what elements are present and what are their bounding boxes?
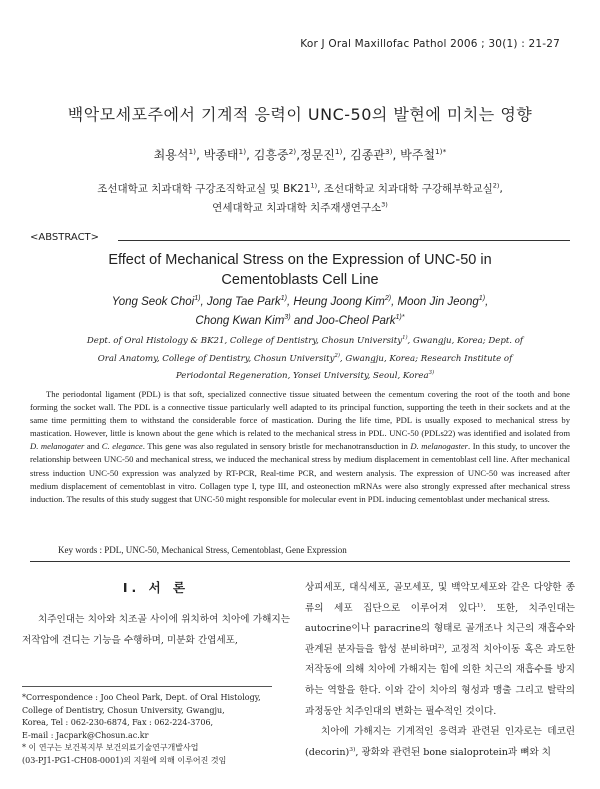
journal-citation: Kor J Oral Maxillofac Pathol 2006 ; 30(1) : 21-27 bbox=[300, 38, 560, 50]
english-title-line: Cementoblasts Cell Line bbox=[221, 272, 379, 288]
kr-author-affil: 1) bbox=[334, 147, 343, 156]
korean-affiliation-line bbox=[0, 200, 600, 215]
en-affiliation-sup: 2) bbox=[334, 352, 340, 359]
kr-author-affil: 1) bbox=[238, 147, 247, 156]
en-author-affil: 1) bbox=[280, 294, 287, 303]
citation-sup: 2) bbox=[437, 642, 445, 650]
footnote-line: *Correspondence : Joo Cheol Park, Dept. of Oral Histology, bbox=[22, 693, 261, 702]
en-author: Chong Kwan Kim bbox=[195, 315, 285, 327]
correspondence-footnote bbox=[22, 692, 292, 768]
korean-authors bbox=[0, 146, 600, 163]
kr-affiliation-text: 연세대학교 치과대학 치주재생연구소 bbox=[212, 202, 382, 214]
species-name: C. elegance bbox=[101, 441, 143, 452]
right-column bbox=[305, 578, 575, 763]
korean-affiliation-line bbox=[0, 181, 600, 196]
kr-author-affil: 3) bbox=[384, 147, 393, 156]
footnote-line: (03-PJ1-PG1-CH08-0001)의 지원에 의해 이루어진 것임 bbox=[22, 755, 227, 765]
en-affiliation-sup: 3) bbox=[428, 370, 435, 377]
citation-sup: 3) bbox=[349, 745, 356, 753]
english-title-line: Effect of Mechanical Stress on the Expression of UNC-50 in bbox=[108, 252, 492, 268]
en-author: Joo-Cheol Park bbox=[316, 315, 396, 327]
keywords-divider bbox=[30, 561, 570, 562]
left-column bbox=[22, 578, 290, 651]
body-text: 상피세포, 대식세포, 골모세포, 및 백악모세포와 같은 다양한 종류의 세포 집단으로 이루어져 있다 bbox=[305, 582, 575, 614]
section-title: I. 서 론 bbox=[122, 580, 190, 595]
kr-author: 최용석 bbox=[153, 148, 189, 162]
body-text: 치아에 가해지는 기계적인 응력과 관련된 인자로는 데코린(decorin) bbox=[305, 726, 575, 758]
keywords: Key words : PDL, UNC-50, Mechanical Stress, Cementoblast, Gene Expression bbox=[58, 545, 347, 555]
kr-affiliation-text: , bbox=[499, 183, 503, 195]
footnote-divider bbox=[22, 686, 272, 687]
footnote-line: College of Dentistry, Chosun University, Gwangju, bbox=[22, 705, 225, 715]
en-affiliation-sup: 1) bbox=[402, 335, 408, 342]
abstract-text: and bbox=[84, 441, 102, 452]
en-author-sep: and bbox=[290, 315, 317, 327]
abstract-text: The periodontal ligament (PDL) is that soft, specialized connective tissue situated between the cementum covering the root of the tooth and bone forming the socket wall. The PDL is a connective tissue particularly well adapted to its principal function, supporting the teeth in their sockets and at the same time permitting them to withstand the considerable force of mastication. During the life time, PDL is usually exposed to mechanical stress by mastication. However, little is known about the gene which is related to the mechanical stress in PDL. UNC-50 (PDLs22) was identified and isolated from bbox=[30, 389, 570, 439]
en-author-affil: 1)* bbox=[395, 313, 405, 322]
body-text: , 교정적 치아이동 혹은 과도한 저작동에 의해 치아에 가해지는 힘에 의한 치근의 재흡수를 방지하는 역할을 한다. 이와 같이 치아의 형성과 맹출 그리고 탈락의 과정동안 치주인대의 변화는 필수적인 것이다. bbox=[305, 643, 575, 717]
body-paragraph: 치주인대는 치아와 치조골 사이에 위치하여 치아에 가해지는 저작압에 견디는 기능을 수행하며, 미분화 간엽세포, bbox=[22, 614, 290, 646]
kr-author-affil: 1)* bbox=[434, 147, 447, 156]
kr-author-sep: , bbox=[246, 148, 254, 162]
footnote-email: E-mail : Jacpark@Chosun.ac.kr bbox=[22, 730, 149, 740]
kr-affiliation-sup: 3) bbox=[381, 200, 388, 209]
kr-author: 박종태 bbox=[203, 148, 239, 162]
en-author-sep: , bbox=[287, 296, 294, 308]
english-authors-line bbox=[60, 312, 540, 331]
kr-author-affil: 1) bbox=[188, 147, 197, 156]
kr-author-affil: 2) bbox=[288, 147, 297, 156]
en-affiliation-text: , Gwangju, Korea; Dept. of bbox=[407, 336, 524, 346]
kr-author: 김흥중 bbox=[253, 148, 289, 162]
kr-author-sep: , bbox=[392, 148, 401, 162]
english-title bbox=[60, 250, 540, 290]
english-authors bbox=[60, 293, 540, 331]
en-author: Yong Seok Choi bbox=[111, 296, 195, 308]
en-author-sep: , bbox=[200, 296, 207, 308]
en-author: Heung Joong Kim bbox=[293, 296, 385, 308]
abstract-text: . In this study, to uncover the relationship between UNC-50 and mechanical stress, we induced the mechanical stress by medium displacement in cementoblast cell line. After mechanical stress induction UNC-50 expression was analyzed by RT-PCR, Real-time PCR, and western analysis. The expression of UNC-50 was increased after medium displacement of cementoblast in vitro. Collagen type I, type III, and osteonection mRNAs were also strongly expressed after mechanical stress induction. The results of this study suggest that UNC-50 might responsible for molecular event in PDL inducing cementoblast under mechanical stress. bbox=[30, 441, 570, 504]
kr-author: 박주철 bbox=[400, 148, 435, 162]
english-authors-line bbox=[60, 293, 540, 312]
abstract-label: <ABSTRACT> bbox=[30, 232, 100, 243]
en-affiliation-line bbox=[50, 333, 560, 351]
body-paragraph bbox=[305, 578, 575, 722]
en-author-affil: 1) bbox=[478, 294, 486, 303]
abstract-body bbox=[30, 388, 570, 506]
species-name: D. melanogater bbox=[30, 441, 85, 452]
en-affiliation-text: , Gwangju, Korea; Research Institute of bbox=[339, 353, 513, 364]
en-author-sep: , bbox=[391, 296, 398, 308]
kr-affiliation-text: , 조선대학교 치과대학 구강해부학교실 bbox=[317, 183, 493, 195]
species-name: D. melanogaster bbox=[410, 441, 469, 452]
kr-author-sep: , bbox=[196, 148, 204, 162]
en-affiliation-text: Periodontal Regeneration, Yonsei University, Seoul, Korea bbox=[175, 371, 429, 381]
korean-title: 백악모세포주에서 기계적 응력이 UNC-50의 발현에 미치는 영향 bbox=[67, 105, 533, 124]
en-author-affil: 1) bbox=[194, 294, 201, 303]
kr-author: 김종관 bbox=[350, 148, 385, 162]
en-affiliation-text: Oral Anatomy, College of Dentistry, Chosun University bbox=[97, 353, 335, 364]
footnote-line: Korea, Tel : 062-230-6874, Fax : 062-224-3706, bbox=[22, 718, 214, 728]
english-affiliations bbox=[50, 333, 560, 386]
en-author-affil: 3) bbox=[284, 313, 291, 322]
en-author-affil: 2) bbox=[384, 294, 392, 303]
kr-affiliation-sup: 2) bbox=[492, 181, 500, 190]
body-text: . 또한, 치주인대는 autocrine이나 paracrine의 형태로 골개조나 치근의 재흡수와 관계된 분자들을 합성 분비하며 bbox=[305, 602, 575, 655]
kr-author-sep: , bbox=[296, 148, 301, 162]
abstract-text: . This gene was also regulated in sensory bristle for mechanotransduction in bbox=[142, 441, 411, 452]
en-author: Jong Tae Park bbox=[206, 296, 281, 308]
en-author-sep: , bbox=[485, 296, 489, 308]
citation-sup: 1) bbox=[476, 601, 483, 609]
en-affiliation-text: Dept. of Oral Histology & BK21, College of Dentistry, Chosun University bbox=[86, 336, 403, 346]
kr-affiliation-text: 조선대학교 치과대학 구강조직학교실 및 BK21 bbox=[97, 183, 311, 195]
kr-author: 정문진 bbox=[300, 148, 335, 162]
body-paragraph bbox=[305, 722, 575, 763]
kr-affiliation-sup: 1) bbox=[310, 181, 318, 190]
abstract-divider bbox=[118, 240, 570, 241]
en-author: Moon Jin Jeong bbox=[397, 296, 479, 308]
footnote-line: * 이 연구는 보건복지부 보건의료기술연구개발사업 bbox=[22, 743, 199, 753]
en-affiliation-line bbox=[50, 368, 560, 386]
kr-author-sep: , bbox=[342, 148, 351, 162]
body-text: , 광화와 관련된 bone sialoprotein과 뼈와 치 bbox=[355, 746, 552, 758]
en-affiliation-line bbox=[50, 351, 560, 369]
